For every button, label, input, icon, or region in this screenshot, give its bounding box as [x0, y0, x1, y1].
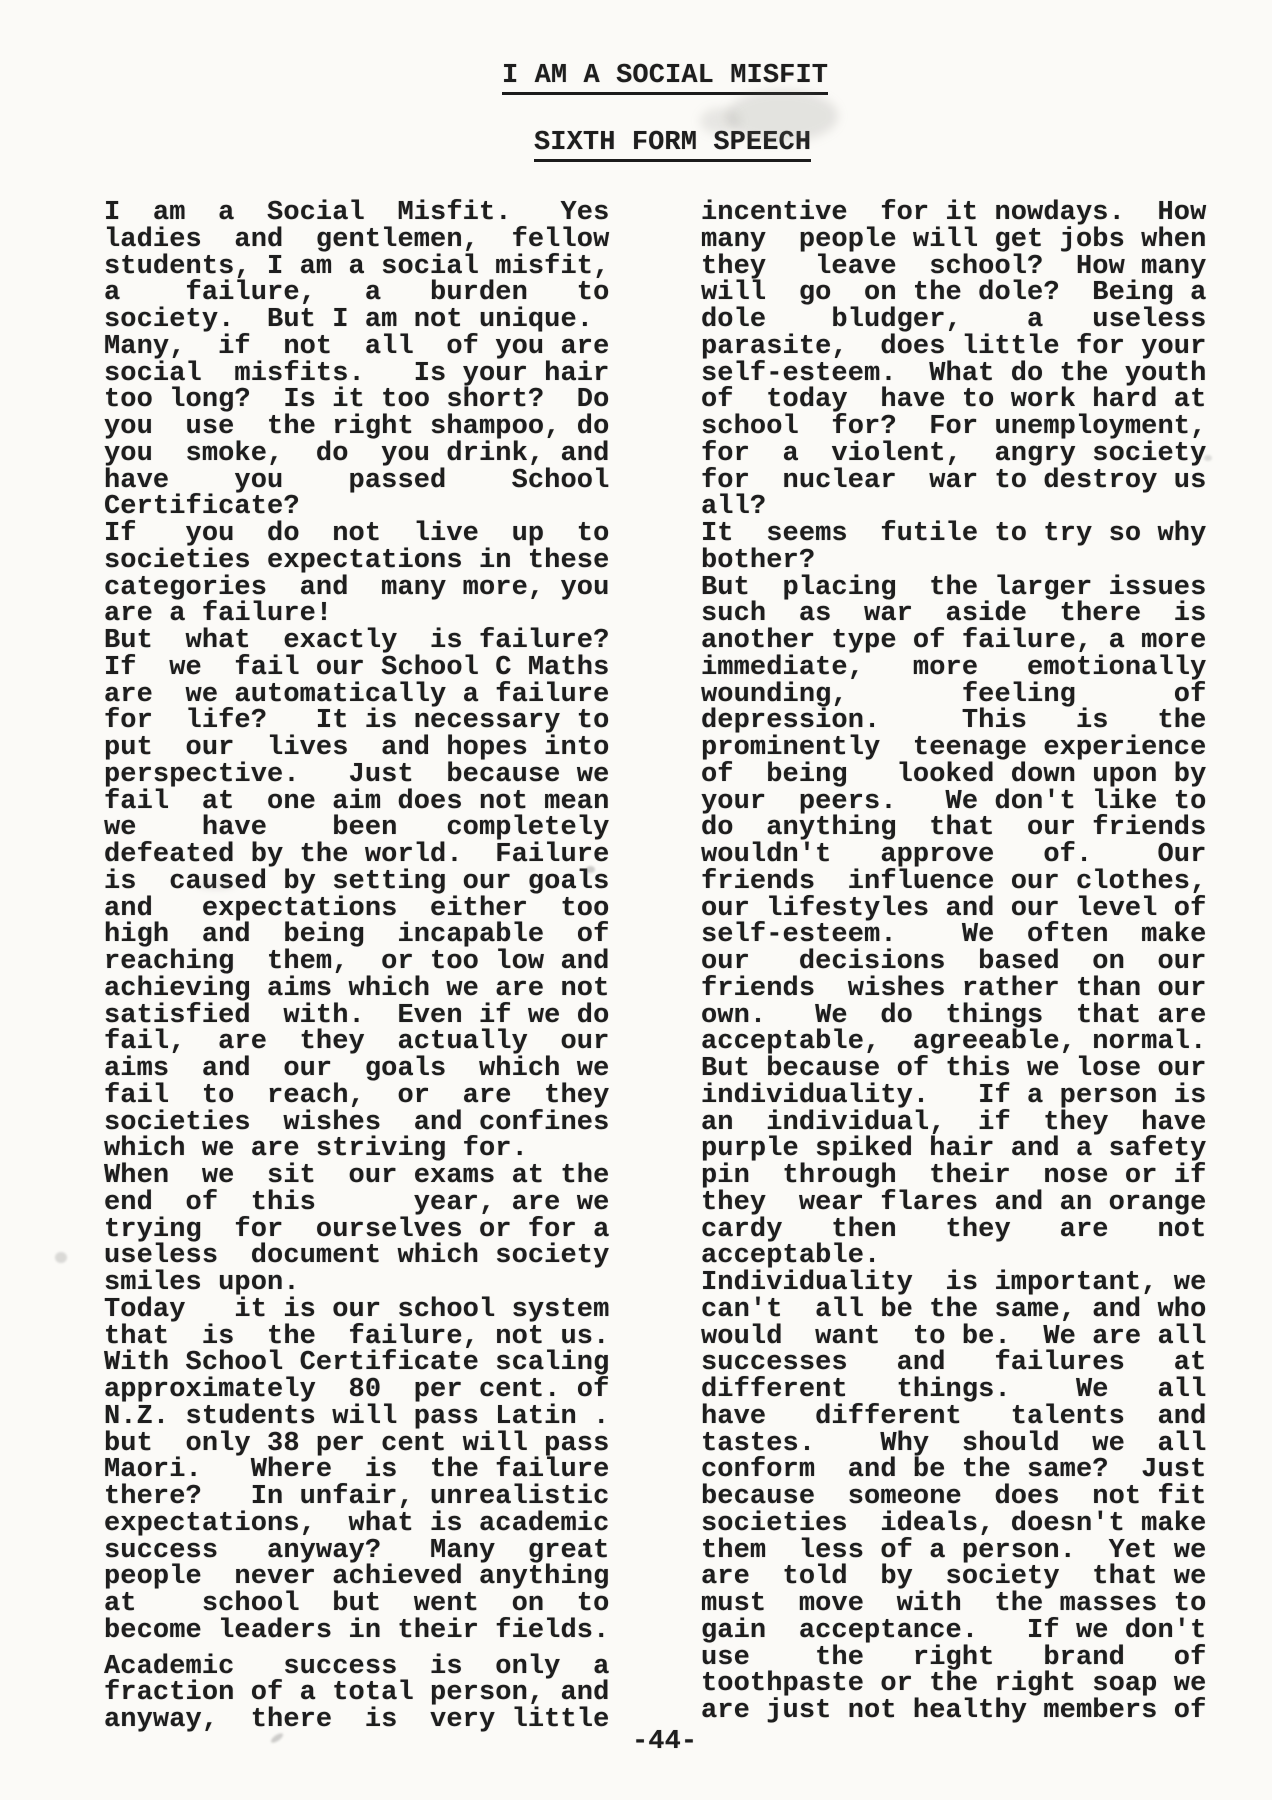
text-line: another type of failure, a more — [701, 626, 1207, 656]
text-line: defeated by the world. Failure — [104, 840, 610, 870]
scan-speck — [586, 866, 595, 873]
text-line: fraction of a total person, and — [104, 1678, 610, 1709]
text-line: bother? — [701, 545, 816, 576]
text-line: Today it is our school system — [104, 1294, 610, 1325]
text-line: aims and our goals which we — [104, 1054, 610, 1084]
text-line: N.Z. students will pass Latin . — [104, 1401, 610, 1432]
text-line: do anything that our friends — [701, 813, 1207, 844]
text-line: a failure, a burden to — [104, 278, 610, 309]
text-line: are we automatically a failure — [104, 679, 610, 710]
text-line: wounding, feeling of — [701, 679, 1207, 710]
text-line: tastes. Why should we all — [701, 1428, 1207, 1459]
text-line: individuality. If a person is — [701, 1080, 1207, 1111]
text-line: depression. This is the — [701, 706, 1207, 737]
text-line: Maori. Where is the failure — [104, 1455, 610, 1486]
text-line: your peers. We don't like to — [701, 786, 1207, 817]
text-line: fail to reach, or are they — [104, 1080, 610, 1111]
text-line: that is the failure, not us. — [104, 1321, 610, 1352]
text-line: gain acceptance. If we don't — [701, 1615, 1207, 1646]
text-line: fail, are they actually our — [104, 1027, 610, 1058]
text-line: perspective. Just because we — [104, 759, 610, 790]
text-line: It seems futile to try so why — [701, 519, 1207, 549]
text-line: reaching them, or too low and — [104, 947, 610, 977]
text-line: society. But I am not unique. — [104, 305, 594, 335]
text-line: friends influence our clothes, — [701, 866, 1207, 897]
text-line: students, I am a social misfit, — [104, 251, 610, 282]
text-line: categories and many more, you — [104, 572, 610, 603]
text-line: are just not healthy members of — [701, 1696, 1207, 1726]
document-title-text: I AM A SOCIAL MISFIT — [502, 63, 828, 95]
text-line: high and being incapable of — [104, 920, 610, 951]
text-line: would want to be. We are all — [701, 1321, 1207, 1352]
text-line: Academic success is only a — [104, 1651, 610, 1682]
text-line: parasite, does little for your — [701, 331, 1207, 362]
text-line: have you passed School — [104, 465, 610, 496]
text-line: wouldn't approve of. Our — [701, 840, 1207, 870]
text-line: have different talents and — [701, 1401, 1207, 1432]
text-line: but only 38 per cent will pass — [104, 1428, 610, 1459]
text-line: own. We do things that are — [701, 1000, 1207, 1031]
text-line: approximately 80 per cent. of — [104, 1375, 610, 1405]
text-line: fail at one aim does not mean — [104, 786, 610, 817]
text-line: different things. We all — [701, 1375, 1207, 1405]
text-line: end of this year, are we — [104, 1187, 610, 1218]
text-line: for nuclear war to destroy us — [701, 465, 1207, 496]
text-line: them less of a person. Yet we — [701, 1535, 1207, 1566]
text-line: at school but went on to — [104, 1589, 610, 1619]
scan-speck — [1204, 455, 1212, 461]
scan-smudge — [700, 108, 740, 134]
text-line: dole bludger, a useless — [701, 305, 1207, 335]
text-line: societies wishes and confines — [104, 1107, 610, 1138]
text-line: successes and failures at — [701, 1348, 1207, 1379]
text-line: incentive for it nowdays. How — [701, 198, 1207, 228]
text-line: I am a Social Misfit. Yes — [104, 198, 610, 228]
document-subtitle-text: SIXTH FORM SPEECH — [534, 130, 811, 162]
text-line: put our lives and hopes into — [104, 733, 610, 763]
text-line: pin through their nose or if — [701, 1161, 1207, 1191]
text-line: prominently teenage experience — [701, 733, 1207, 763]
text-line: Certificate? — [104, 492, 300, 523]
text-line: of being looked down upon by — [701, 759, 1207, 790]
text-line: self-esteem. We often make — [701, 920, 1207, 951]
text-line: our decisions based on our — [701, 947, 1207, 977]
text-line: acceptable, agreeable, normal. — [701, 1027, 1207, 1058]
text-line: societies ideals, doesn't make — [701, 1508, 1207, 1539]
text-line: With School Certificate scaling — [104, 1348, 610, 1379]
scan-smudge — [726, 90, 838, 142]
scan-speck — [196, 880, 236, 890]
text-line: If we fail our School C Maths — [104, 652, 610, 683]
text-line: people never achieved anything — [104, 1562, 610, 1593]
text-line: friends wishes rather than our — [701, 973, 1207, 1004]
text-line: school for? For unemployment, — [701, 412, 1207, 442]
text-line: for life? It is necessary to — [104, 706, 610, 737]
text-line: is caused by setting our goals — [104, 866, 610, 897]
text-line: societies expectations in these — [104, 545, 610, 576]
text-line: Individuality is important, we — [701, 1268, 1207, 1298]
text-line: become leaders in their fields. — [104, 1615, 610, 1646]
text-line: conform and be the same? Just — [701, 1455, 1207, 1486]
text-line: many people will get jobs when — [701, 224, 1207, 255]
text-line: use the right brand of — [701, 1642, 1207, 1673]
text-line: expectations, what is academic — [104, 1508, 610, 1539]
text-line: smiles upon. — [104, 1268, 300, 1298]
text-line: acceptable. — [701, 1241, 881, 1272]
text-line: of today have to work hard at — [701, 385, 1207, 416]
text-line: you use the right shampoo, do — [104, 412, 610, 442]
text-line: cardy then they are not — [701, 1214, 1207, 1245]
text-line: because someone does not fit — [701, 1482, 1207, 1512]
text-line: you smoke, do you drink, and — [104, 438, 610, 469]
text-line: which we are striving for. — [104, 1134, 528, 1165]
text-line: they leave school? How many — [701, 251, 1207, 282]
text-line: satisfied with. Even if we do — [104, 1000, 610, 1031]
text-line: If you do not live up to — [104, 519, 610, 549]
text-line: too long? Is it too short? Do — [104, 385, 610, 416]
text-line: ladies and gentlemen, fellow — [104, 224, 610, 255]
text-line: But what exactly is failure? — [104, 626, 610, 656]
text-line: our lifestyles and our level of — [701, 893, 1207, 924]
text-line: immediate, more emotionally — [701, 652, 1207, 683]
page-number: -44- — [632, 1727, 698, 1757]
text-line: anyway, there is very little — [104, 1705, 610, 1735]
text-line: Many, if not all of you are — [104, 331, 610, 362]
text-line: But placing the larger issues — [701, 572, 1207, 603]
text-line: success anyway? Many great — [104, 1535, 610, 1566]
text-line: there? In unfair, unrealistic — [104, 1482, 610, 1512]
left-column — [104, 200, 609, 1734]
text-line: useless document which society — [104, 1241, 610, 1272]
right-column — [701, 200, 1206, 1725]
text-line: toothpaste or the right soap we — [701, 1669, 1207, 1700]
text-line: all? — [701, 492, 767, 523]
text-line: we have been completely — [104, 813, 610, 844]
text-line: can't all be the same, and who — [701, 1294, 1207, 1325]
text-line: will go on the dole? Being a — [701, 278, 1207, 309]
text-line: self-esteem. What do the youth — [701, 358, 1207, 389]
text-line: are told by society that we — [701, 1562, 1207, 1593]
scan-speck — [55, 1252, 67, 1263]
text-line: and expectations either too — [104, 893, 610, 924]
text-line: for a violent, angry society — [701, 438, 1207, 469]
text-line: When we sit our exams at the — [104, 1161, 610, 1191]
text-line: they wear flares and an orange — [701, 1187, 1207, 1218]
text-line: purple spiked hair and a safety — [701, 1134, 1207, 1165]
text-line: an individual, if they have — [701, 1107, 1207, 1138]
text-line: such as war aside there is — [701, 599, 1207, 630]
text-line: must move with the masses to — [701, 1589, 1207, 1619]
text-line: trying for ourselves or for a — [104, 1214, 610, 1245]
text-line: achieving aims which we are not — [104, 973, 610, 1004]
text-line: social misfits. Is your hair — [104, 358, 610, 389]
text-line: are a failure! — [104, 599, 333, 630]
text-line: But because of this we lose our — [701, 1054, 1207, 1084]
